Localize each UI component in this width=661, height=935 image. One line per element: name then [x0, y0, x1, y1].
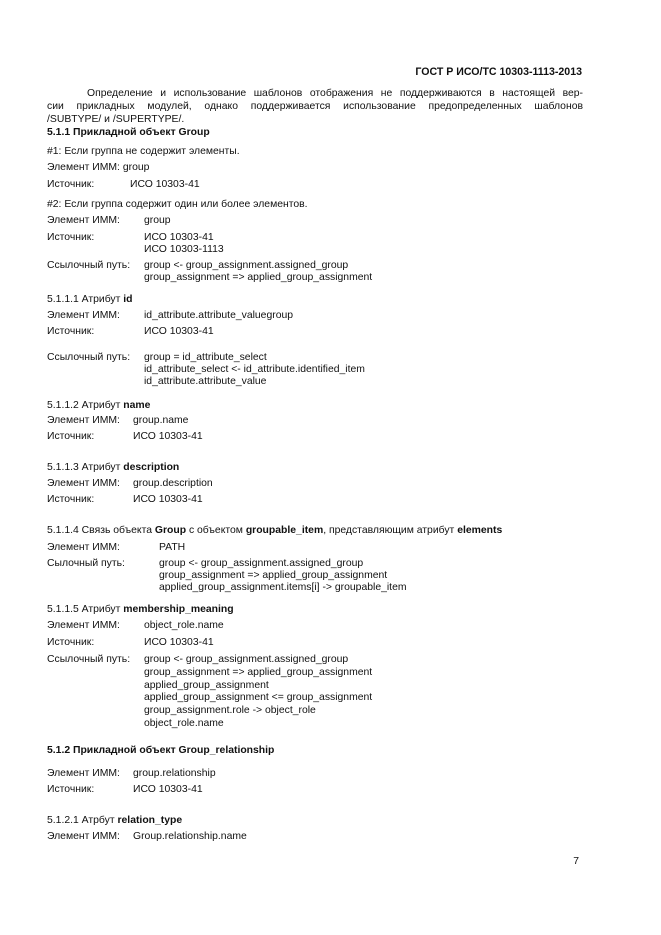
s512-imm-value: group.relationship [133, 768, 216, 779]
s5111-reference-path-label: Ссылочный путь: [47, 352, 131, 363]
reference-path-line: applied_group_assignment [144, 679, 269, 691]
s5121-imm-value: Group.relationship.name [133, 831, 247, 842]
reference-path-line: group_assignment => applied_group_assignment [144, 666, 373, 678]
reference-path-line: group <- group_assignment.assigned_group [144, 260, 349, 271]
section-5-1-1-4-heading [47, 525, 502, 537]
heading-text: с объектом [186, 525, 246, 536]
s5112-imm-value: group.name [133, 415, 189, 426]
s5115-imm-label: Элемент ИММ: [47, 620, 120, 631]
reference-path-line: object_role.name [144, 717, 224, 729]
case-2-reference-path-label: Ссылочный путь: [47, 260, 131, 271]
s5111-reference-path [144, 352, 365, 388]
reference-path-line: group_assignment => applied_group_assignment [144, 272, 373, 283]
reference-path-line: applied_group_assignment <= group_assignment [144, 692, 373, 704]
heading-text: , представляющим атрибут [323, 525, 458, 536]
attribute-prefix: 5.1.1.3 Атрибут [47, 462, 121, 473]
section-5-1-1-heading: 5.1.1 Прикладной объект Group [47, 127, 210, 138]
s5112-imm-label: Элемент ИММ: [47, 415, 120, 426]
s5111-source-value: ИСО 10303-41 [144, 326, 214, 337]
intro-line-1: Определение и использование шаблонов отображения не поддерживаются в настоящей вер- [87, 88, 583, 99]
s5111-imm-value: id_attribute.attribute_valuegroup [144, 310, 294, 321]
attribute-name: relation_type [117, 815, 183, 826]
s5114-reference-path [159, 558, 407, 594]
section-5-1-1-3-heading [47, 462, 179, 474]
document-header: ГОСТ Р ИСО/ТС 10303-1113-2013 [415, 66, 582, 78]
s5115-source-label: Источник: [47, 637, 95, 648]
reference-path-line: group_assignment.role -> object_role [144, 705, 316, 717]
case-1-title: #1: Если группа не содержит элементы. [47, 146, 240, 157]
reference-path-line: group <- group_assignment.assigned_group [159, 558, 364, 569]
page-number: 7 [573, 856, 579, 867]
s5114-imm-value: PATH [159, 542, 186, 553]
s5121-imm-label: Элемент ИММ: [47, 831, 120, 842]
section-5-1-2-heading: 5.1.2 Прикладной объект Group_relationship [47, 745, 275, 756]
source-value: ИСО 10303-1113 [144, 244, 224, 255]
section-5-1-1-5-heading [47, 604, 234, 616]
attribute-name: membership_meaning [123, 604, 234, 615]
s5113-source-value: ИСО 10303-41 [133, 494, 203, 505]
s5112-source-label: Источник: [47, 431, 95, 442]
s5113-imm-label: Элемент ИММ: [47, 478, 120, 489]
case-1-source-value: ИСО 10303-41 [130, 179, 200, 190]
case-2-title: #2: Если группа содержит один или более элементов. [47, 199, 308, 210]
attribute-prefix: 5.1.1.1 Атрибут [47, 294, 121, 305]
source-value: ИСО 10303-41 [144, 232, 214, 243]
s5114-reference-path-label: Сылочный путь: [47, 558, 125, 569]
case-2-reference-path [144, 260, 372, 284]
s5112-source-value: ИСО 10303-41 [133, 431, 203, 442]
s512-source-label: Источник: [47, 784, 95, 795]
s5111-imm-label: Элемент ИММ: [47, 310, 120, 321]
s5115-imm-value: object_role.name [144, 620, 224, 631]
s5115-reference-path-label: Ссылочный путь: [47, 654, 131, 665]
attribute-prefix: 5.1.1.2 Атрибут [47, 400, 121, 411]
reference-path-line: applied_group_assignment.items[i] -> groupable_item [159, 582, 407, 593]
s512-source-value: ИСО 10303-41 [133, 784, 203, 795]
entity-name: Group [154, 525, 187, 536]
reference-path-line: id_attribute.attribute_value [144, 376, 267, 387]
s512-imm-label: Элемент ИММ: [47, 768, 120, 779]
reference-path-line: group_assignment => applied_group_assignment [159, 570, 388, 581]
entity-name: groupable_item [245, 525, 324, 536]
s5115-source-value: ИСО 10303-41 [144, 637, 214, 648]
reference-path-line: id_attribute_select <- id_attribute.identified_item [144, 364, 365, 375]
attribute-name: description [123, 462, 180, 473]
case-2-source-values [144, 232, 224, 256]
intro-paragraph [47, 88, 583, 126]
attribute-prefix: 5.1.2.1 Атрбут [47, 815, 115, 826]
case-2-source-label: Источник: [47, 232, 95, 243]
attribute-name: name [123, 400, 151, 411]
reference-path-line: group = id_attribute_select [144, 352, 267, 363]
section-5-1-2-1-heading [47, 815, 182, 827]
section-5-1-1-1-heading [47, 294, 133, 306]
intro-line-2: сии прикладных модулей, однако поддерживается использование предопределенных шаблонов [47, 100, 583, 112]
case-2-imm-value: group [144, 215, 171, 226]
s5113-source-label: Источник: [47, 494, 95, 505]
s5115-reference-path [144, 654, 372, 731]
case-1-imm: Элемент ИММ: group [47, 162, 150, 173]
attribute-prefix: 5.1.1.5 Атрибут [47, 604, 121, 615]
s5111-source-label: Источник: [47, 326, 95, 337]
case-1-source-label: Источник: [47, 179, 95, 190]
s5114-imm-label: Элемент ИММ: [47, 542, 120, 553]
attribute-name: elements [457, 525, 503, 536]
attribute-name: id [123, 294, 133, 305]
heading-text: 5.1.1.4 Связь объекта [47, 525, 155, 536]
reference-path-line: group <- group_assignment.assigned_group [144, 654, 349, 665]
s5113-imm-value: group.description [133, 478, 213, 489]
section-5-1-1-2-heading [47, 400, 150, 412]
intro-line-3: /SUBTYPE/ и /SUPERTYPE/. [47, 113, 185, 125]
case-2-imm-label: Элемент ИММ: [47, 215, 120, 226]
